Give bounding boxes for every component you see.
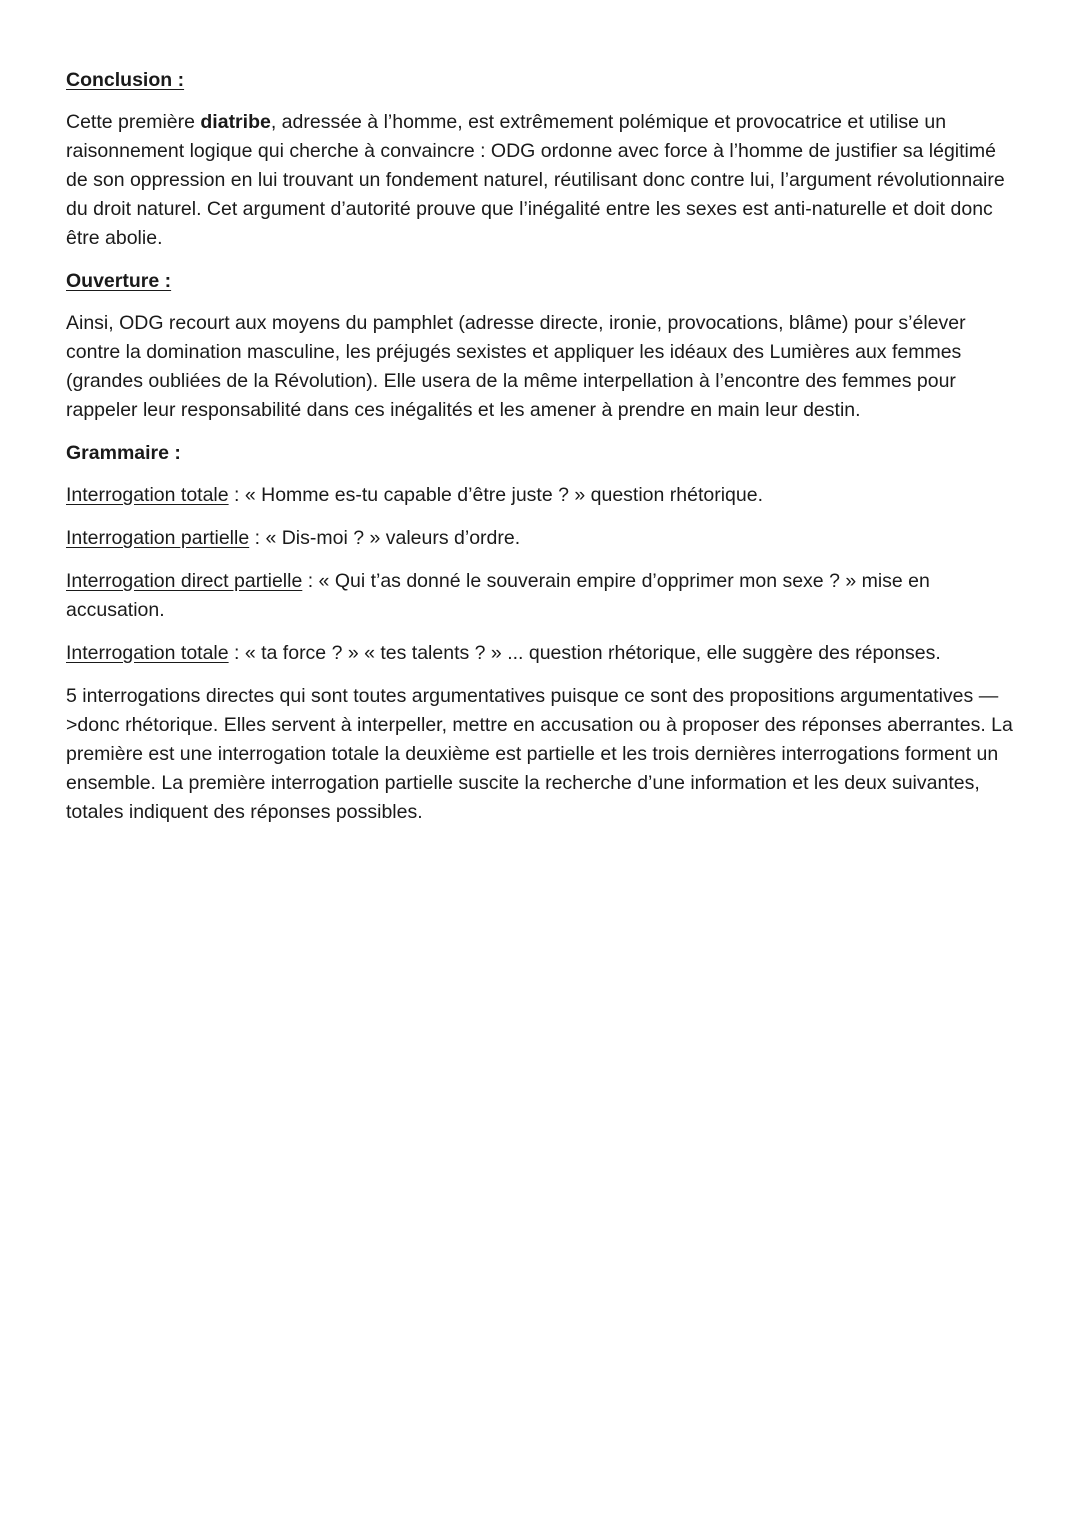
conclusion-heading: Conclusion :: [66, 69, 185, 91]
grammaire-item-label: Interrogation totale: [66, 484, 229, 506]
grammaire-item: [66, 567, 1014, 625]
grammaire-summary: 5 interrogations directes qui sont toutes argumentatives puisque ce sont des propositions argumentatives —>donc rhétorique. Elles servent à interpeller, mettre en accusation ou à proposer des réponses aberrantes. La première est une interrogation totale la deuxième est partielle et les trois dernières interrogations forment un ensemble. La première interrogation partielle suscite la recherche d’une information et les deux suivantes, totales indiquent des réponses possibles.: [66, 685, 1013, 823]
ouverture-heading: Ouverture :: [66, 270, 172, 292]
grammaire-item: [66, 481, 1014, 510]
conclusion-text-end: , adressée à l’homme, est extrêmement polémique et provocatrice et utilise un raisonnement logique qui cherche à convaincre : ODG ordonne avec force à l’homme de justifier sa légitimé de son oppression en lui trouvant un fondement naturel, réutilisant donc contre lui, l’argument révolutionnaire du droit naturel. Cet argument d’autorité prouve que l’inégalité entre les sexes est anti-naturelle et doit donc être abolie.: [66, 111, 1005, 249]
grammaire-item-label: Interrogation partielle: [66, 527, 250, 549]
grammaire-item: [66, 524, 1014, 553]
ouverture-paragraph: Ainsi, ODG recourt aux moyens du pamphlet (adresse directe, ironie, provocations, blâme) pour s’élever contre la domination masculine, les préjugés sexistes et appliquer les idéaux des Lumières aux femmes (grandes oubliées de la Révolution). Elle usera de la même interpellation à l’encontre des femmes pour rappeler leur responsabilité dans ces inégalités et les amener à prendre en main leur destin.: [66, 312, 966, 421]
grammaire-item-label: Interrogation totale: [66, 642, 229, 664]
grammaire-item: [66, 639, 1014, 668]
conclusion-text-start: Cette première: [66, 111, 201, 133]
conclusion-keyword: diatribe: [200, 111, 271, 133]
grammaire-item-text: : « Qui t’as donné le souverain empire d’opprimer mon sexe ? » mise en accusation.: [66, 570, 930, 621]
grammaire-item-text: : « Homme es-tu capable d’être juste ? » question rhétorique.: [228, 484, 763, 506]
grammaire-item-text: : « ta force ? » « tes talents ? » ... question rhétorique, elle suggère des réponses.: [228, 642, 941, 664]
grammaire-item-label: Interrogation direct partielle: [66, 570, 303, 592]
conclusion-paragraph: [66, 108, 1014, 253]
grammaire-heading: Grammaire :: [66, 442, 181, 464]
grammaire-item-text: : « Dis-moi ? » valeurs d’ordre.: [249, 527, 521, 549]
